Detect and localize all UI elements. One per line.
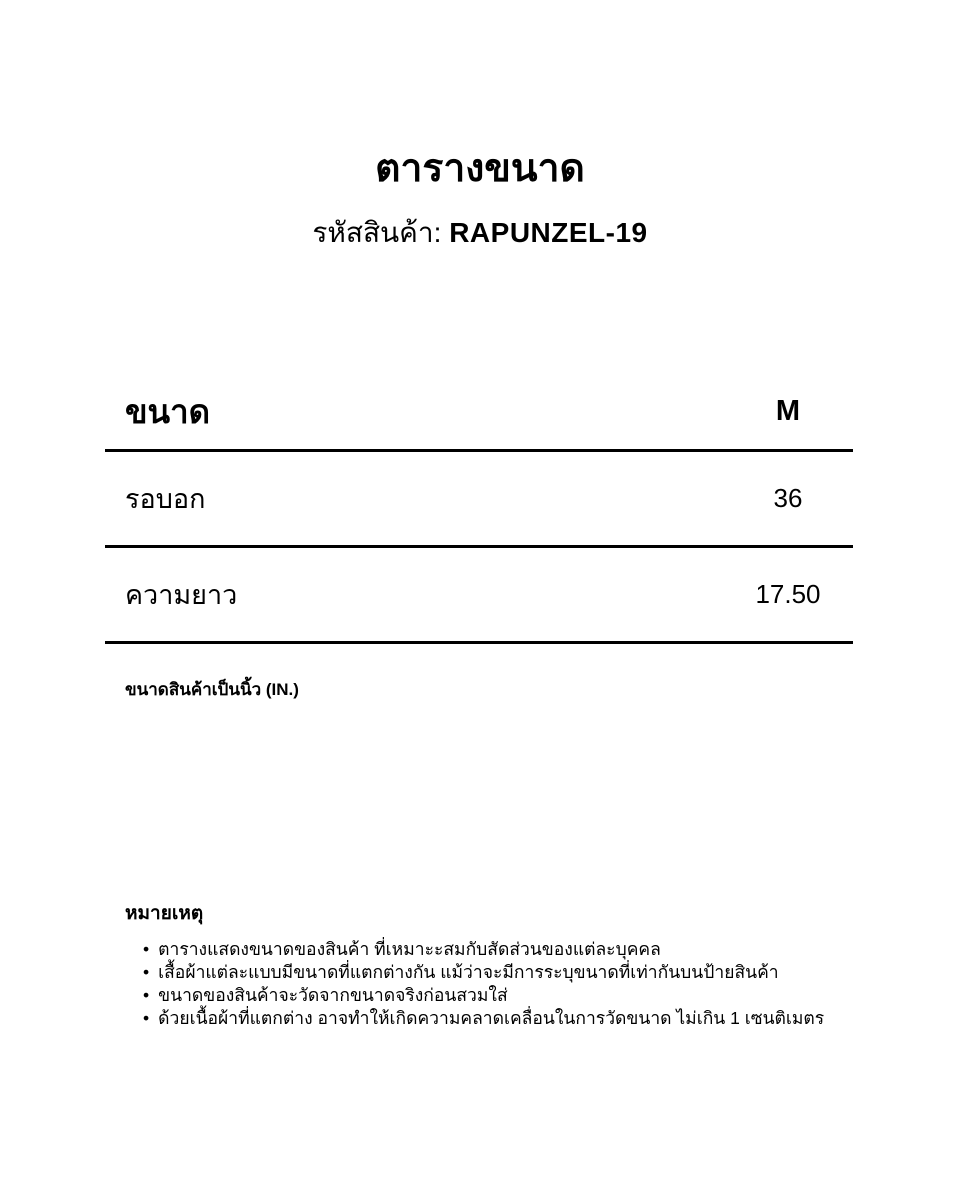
bullet-dot-icon: • <box>143 1008 150 1028</box>
notes-section <box>125 898 855 1030</box>
unit-note: ขนาดสินค้าเป็นนิ้ว (IN.) <box>125 680 299 699</box>
product-code-value: RAPUNZEL-19 <box>449 217 648 248</box>
note-item <box>143 984 855 1007</box>
notes-heading: หมายเหตุ <box>125 903 204 924</box>
size-m-column-header: M <box>775 395 801 427</box>
bullet-dot-icon: • <box>143 939 150 959</box>
note-item <box>143 1007 855 1030</box>
row-label-length: ความยาว <box>125 580 238 610</box>
product-code-label: รหัสสินค้า: <box>312 217 442 248</box>
page-title: ตารางขนาด <box>375 147 585 190</box>
table-row-length <box>105 548 853 644</box>
table-row-chest <box>105 452 853 548</box>
note-item-text: ขนาดของสินค้าจะวัดจากขนาดจริงก่อนสวมใส่ <box>158 985 508 1005</box>
note-item <box>143 961 855 984</box>
size-table <box>105 374 853 644</box>
size-table-header-row <box>105 374 853 452</box>
note-item-text: เสื้อผ้าแต่ละแบบมีขนาดที่แตกต่างกัน แม้ว่าจะมีการระบุขนาดที่เท่ากันบนป้ายสินค้า <box>158 962 779 982</box>
note-item <box>143 938 855 961</box>
bullet-dot-icon: • <box>143 985 150 1005</box>
note-item-text: ตารางแสดงขนาดของสินค้า ที่เหมาะะสมกับสัดส่วนของแต่ละบุคคล <box>158 939 661 959</box>
row-value-chest: 36 <box>773 483 803 513</box>
bullet-dot-icon: • <box>143 962 150 982</box>
row-value-length: 17.50 <box>755 579 821 609</box>
size-column-header: ขนาด <box>125 393 211 430</box>
row-label-chest: รอบอก <box>125 484 206 514</box>
note-item-text: ด้วยเนื้อผ้าที่แตกต่าง อาจทำให้เกิดความคลาดเคลื่อนในการวัดขนาด ไม่เกิน 1 เซนติเมตร <box>158 1008 825 1028</box>
product-code-line <box>0 216 960 250</box>
notes-list <box>125 938 855 1030</box>
